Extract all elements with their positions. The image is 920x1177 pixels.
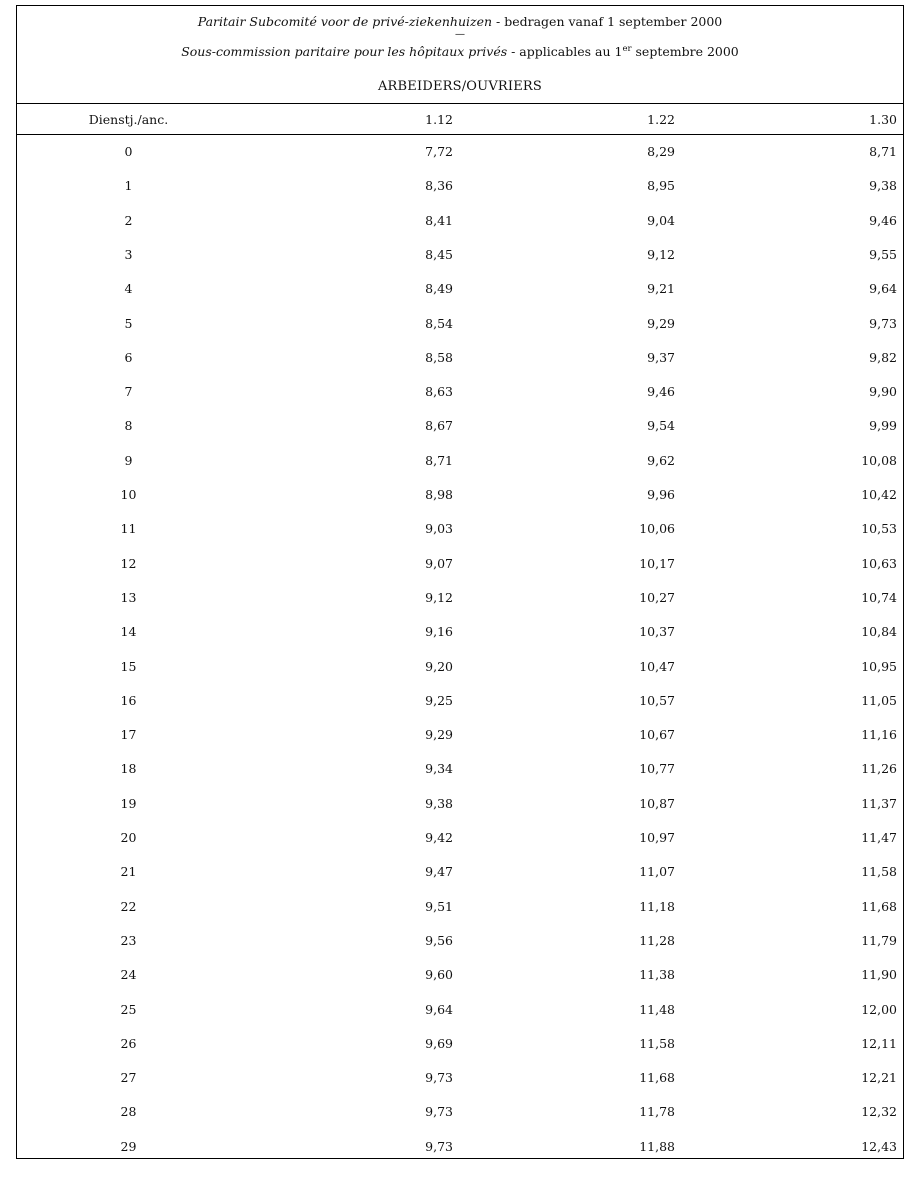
table-row [17,590,903,610]
table-row [17,796,903,816]
seniority-cell: 4 [124,281,133,297]
wage-cell: 9,73 [425,1070,453,1086]
seniority-cell: 22 [120,898,137,914]
wage-cell: 10,08 [861,452,897,468]
wage-cell: 9,07 [425,555,453,571]
column-header-1-30: 1.30 [869,112,897,127]
table-row [17,384,903,404]
wage-cell: 11,78 [639,1104,675,1120]
wage-cell: 10,47 [639,658,675,674]
table-row [17,1104,903,1124]
table-row [17,453,903,473]
wage-cell: 10,37 [639,624,675,640]
seniority-cell: 21 [120,864,137,880]
table-row [17,556,903,576]
wage-cell: 11,68 [861,898,897,914]
table-row [17,144,903,164]
table-row [17,1002,903,1022]
seniority-cell: 24 [120,967,137,983]
seniority-cell: 11 [120,521,137,537]
wage-cell: 9,90 [869,384,897,400]
wage-cell: 9,64 [425,1001,453,1017]
wage-cell: 9,73 [869,315,897,331]
table-row [17,418,903,438]
wage-cell: 11,48 [639,1001,675,1017]
wage-cell: 11,88 [639,1138,675,1154]
table-row [17,281,903,301]
title-dutch-committee: Paritair Subcomité voor de privé-ziekenhuizen [197,14,493,29]
wage-cell: 8,71 [425,452,453,468]
wage-cell: 11,16 [861,727,897,743]
seniority-cell: 20 [120,830,137,845]
wage-cell: 9,46 [647,384,675,400]
wage-cell: 8,95 [647,178,675,194]
wage-cell: 10,87 [639,795,675,811]
wage-cell: 8,98 [425,487,453,502]
seniority-cell: 5 [124,315,133,331]
wage-cell: 8,41 [425,212,453,228]
seniority-cell: 14 [120,624,137,640]
wage-cell: 10,53 [861,521,897,537]
table-row [17,350,903,370]
table-row [17,933,903,953]
wage-cell: 11,05 [861,692,897,708]
wage-cell: 11,79 [861,932,897,948]
wage-cell: 9,21 [647,281,675,297]
wage-cell: 10,77 [639,761,675,777]
wage-cell: 9,56 [425,932,453,948]
seniority-cell: 12 [120,555,137,571]
wage-cell: 9,60 [425,967,453,983]
wage-cell: 9,47 [425,864,453,880]
seniority-cell: 18 [120,761,137,777]
title-dutch-date: - bedragen vanaf 1 september 2000 [492,14,723,29]
seniority-cell: 28 [120,1104,137,1120]
wage-cell: 9,38 [869,178,897,194]
table-row [17,247,903,267]
wage-cell: 11,90 [861,967,897,983]
wage-cell: 9,03 [425,521,453,537]
seniority-cell: 3 [124,246,133,262]
title-french-date-b: septembre 2000 [631,44,739,60]
title-french [17,44,903,59]
wage-cell: 10,06 [639,521,675,537]
wage-cell: 10,97 [639,830,675,845]
seniority-cell: 27 [120,1070,137,1086]
table-row [17,864,903,884]
table-row [17,967,903,987]
wage-cell: 9,73 [425,1104,453,1120]
table-row [17,761,903,781]
wage-cell: 9,96 [647,487,675,502]
wage-cell: 8,36 [425,178,453,194]
seniority-cell: 13 [120,589,137,605]
wage-cell: 8,67 [425,418,453,434]
title-french-superscript: er [622,44,632,54]
seniority-cell: 10 [120,487,137,502]
wage-cell: 9,54 [647,418,675,434]
table-row [17,659,903,679]
table-row [17,1070,903,1090]
section-title: ARBEIDERS/OUVRIERS [377,79,543,94]
wage-cell: 9,12 [425,589,453,605]
seniority-cell: 16 [120,692,137,708]
seniority-cell: 26 [120,1035,137,1051]
table-row [17,487,903,507]
wage-cell: 9,42 [425,830,453,845]
seniority-cell: 23 [120,932,137,948]
wage-cell: 11,28 [639,932,675,948]
title-french-committee: Sous-commission paritaire pour les hôpitaux privés [181,44,508,60]
seniority-cell: 15 [120,658,137,674]
wage-cell: 10,84 [861,624,897,640]
wage-cell: 10,67 [639,727,675,743]
column-header-1-22: 1.22 [647,112,675,127]
wage-table [16,5,904,1159]
table-row [17,1036,903,1056]
table-row [17,693,903,713]
wage-cell: 9,16 [425,624,453,640]
wage-cell: 9,46 [869,212,897,228]
wage-cell: 8,49 [425,281,453,297]
wage-cell: 8,71 [869,144,897,159]
wage-cell: 9,51 [425,898,453,914]
seniority-cell: 19 [120,795,137,811]
column-headers [17,103,903,135]
wage-cell: 11,68 [639,1070,675,1086]
wage-cell: 11,07 [639,864,675,880]
wage-cell: 7,72 [425,144,453,159]
wage-cell: 10,17 [639,555,675,571]
wage-cell: 9,99 [869,418,897,434]
seniority-cell: 29 [120,1138,137,1154]
wage-cell: 12,32 [861,1104,897,1120]
wage-cell: 11,47 [861,830,897,845]
seniority-cell: 25 [120,1001,137,1017]
wage-cell: 8,58 [425,349,453,365]
table-row [17,521,903,541]
wage-cell: 12,43 [861,1138,897,1154]
wage-cell: 12,00 [861,1001,897,1017]
wage-cell: 8,45 [425,246,453,262]
table-row [17,1139,903,1159]
title-separator: — [455,29,465,40]
seniority-cell: 9 [124,452,133,468]
wage-cell: 10,27 [639,589,675,605]
wage-cell: 11,26 [861,761,897,777]
wage-cell: 11,58 [861,864,897,880]
wage-cell: 9,55 [869,246,897,262]
wage-cell: 9,62 [647,452,675,468]
column-header-seniority: Dienstj./anc. [88,112,169,127]
seniority-cell: 1 [124,178,133,194]
table-row [17,624,903,644]
wage-cell: 8,63 [425,384,453,400]
wage-cell: 9,69 [425,1035,453,1051]
wage-cell: 10,74 [861,589,897,605]
seniority-cell: 0 [124,144,133,159]
wage-cell: 8,29 [647,144,675,159]
wage-cell: 9,29 [425,727,453,743]
seniority-cell: 8 [124,418,133,434]
seniority-cell: 6 [124,349,133,365]
wage-cell: 11,37 [861,795,897,811]
wage-cell: 12,21 [861,1070,897,1086]
wage-cell: 9,04 [647,212,675,228]
wage-cell: 8,54 [425,315,453,331]
wage-cell: 11,38 [639,967,675,983]
wage-cell: 10,95 [861,658,897,674]
table-row [17,899,903,919]
table-row [17,830,903,850]
wage-cell: 9,38 [425,795,453,811]
wage-cell: 9,82 [869,349,897,365]
table-row [17,316,903,336]
title-french-date-a: - applicables au 1 [507,44,623,60]
wage-cell: 9,64 [869,281,897,297]
wage-cell: 10,57 [639,692,675,708]
table-row [17,213,903,233]
wage-cell: 10,42 [861,487,897,502]
wage-cell: 11,18 [639,898,675,914]
wage-cell: 9,25 [425,692,453,708]
seniority-cell: 2 [124,212,133,228]
wage-cell: 9,29 [647,315,675,331]
wage-cell: 9,37 [647,349,675,365]
column-header-1-12: 1.12 [425,112,453,127]
wage-cell: 9,20 [425,658,453,674]
wage-cell: 9,73 [425,1138,453,1154]
title-dutch [17,14,903,29]
seniority-cell: 7 [124,384,133,400]
table-header [17,6,903,102]
seniority-cell: 17 [120,727,137,743]
table-row [17,727,903,747]
wage-cell: 10,63 [861,555,897,571]
wage-cell: 9,12 [647,246,675,262]
wage-cell: 12,11 [861,1035,897,1051]
wage-cell: 11,58 [639,1035,675,1051]
table-row [17,178,903,198]
wage-cell: 9,34 [425,761,453,777]
